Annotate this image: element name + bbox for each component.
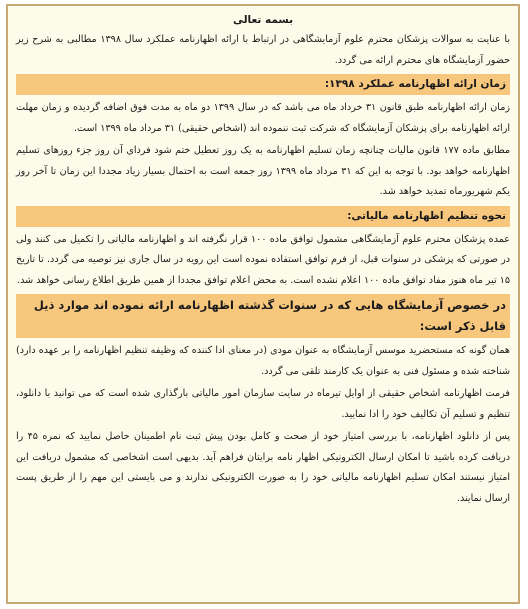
paragraph-deadline: زمان ارائه اظهارنامه طبق قانون ۳۱ خرداد ماه می باشد که در سال ۱۳۹۹ دو ماه به مدت فوق اضافه گردیده و زمان مهلت ارائه اظهارنامه برای پزشکان آزمایشگاه که شرکت ثبت ننموده اند (اشخاص حقیقی) ۳۱ مرداد ماه ۱۳۹۹ است.: [16, 102, 510, 134]
document-title: بسمه تعالی: [232, 14, 294, 26]
section-heading-submission-time: زمان ارائه اظهارنامه عملکرد ۱۳۹۸:: [16, 74, 510, 95]
paragraph-score-check: پس از دانلود اظهارنامه، با بررسی امتیاز خود از صحت و کامل بودن پیش ثبت نام اطمینان حاصل نمایید که نمره ۴۵ را دریافت کرده باشید تا امکان ارسال الکترونیکی اظهار نامه برایتان فراهم آید. بدیهی است اشخاصی که مشمول دریافت این امتیاز نیستند امکان تسلیم اظهارنامه مالیاتی خود را به صورت الکترونیکی ندارند و می بایستی این مهم را از طریق پست ارسال نمایند.: [16, 431, 510, 504]
document-body: [8, 6, 518, 509]
document-page: [6, 4, 520, 604]
paragraph-article-100: عمده پزشکان محترم علوم آزمایشگاهی مشمول توافق ماده ۱۰۰ قرار نگرفته اند و اظهارنامه مالیاتی را تکمیل می کنند ولی در صورتی که پزشکی در سنوات قبل، از فرم توافق استفاده نموده است این رویه در سال جاری نیز توصیه می گردد. تا تاریخ ۱۵ تیر ماه هنوز مفاد توافق ماده ۱۰۰ اعلام نشده است. به محض اعلام توافق مجددا از همین طریق اطلاع رسانی خواهد شد.: [16, 233, 510, 286]
paragraph-holiday-extension: مطابق ماده ۱۷۷ قانون مالیات چنانچه زمان تسلیم اظهارنامه به یک روز تعطیل ختم شود فردای آن روز جزء روزهای تسلیم اظهارنامه خواهد بود. با توجه به این که ۳۱ مرداد ماه ۱۳۹۹ روز جمعه است به احتمال بسیار زیاد مجددا این زمان تا آخر روز یکم شهریورماه تمدید خواهد شد.: [16, 145, 510, 197]
intro-paragraph: با عنایت به سوالات پزشکان محترم علوم آزمایشگاهی در ارتباط با ارائه اظهارنامه عملکرد سال ۱۳۹۸ مطالبی به شرح زیر حضور آزمایشگاه های محترم ارائه می گردد.: [16, 34, 510, 66]
section-heading-how-to-prepare: نحوه تنظیم اظهارنامه مالیاتی:: [16, 206, 510, 227]
paragraph-founder-role: همان گونه که مستحضرید موسس آزمایشگاه به عنوان مودی (در معنای ادا کننده که وظیفه تنظیم اظهارنامه را بر عهده دارد) شناخته شده و مسئول فنی به عنوان یک کارمند تلقی می گردد.: [16, 345, 510, 377]
section-heading-previous-years: در خصوص آزمایشگاه هایی که در سنوات گذشته اظهارنامه ارائه نموده اند موارد ذیل قابل ذکر است:: [16, 294, 510, 338]
paragraph-form-download: فرمت اظهارنامه اشخاص حقیقی از اوایل تیرماه در سایت سازمان امور مالیاتی بارگذاری شده است که می توانید با دانلود، تنظیم و تسلیم آن تکالیف خود را ادا نمایید.: [16, 388, 510, 420]
